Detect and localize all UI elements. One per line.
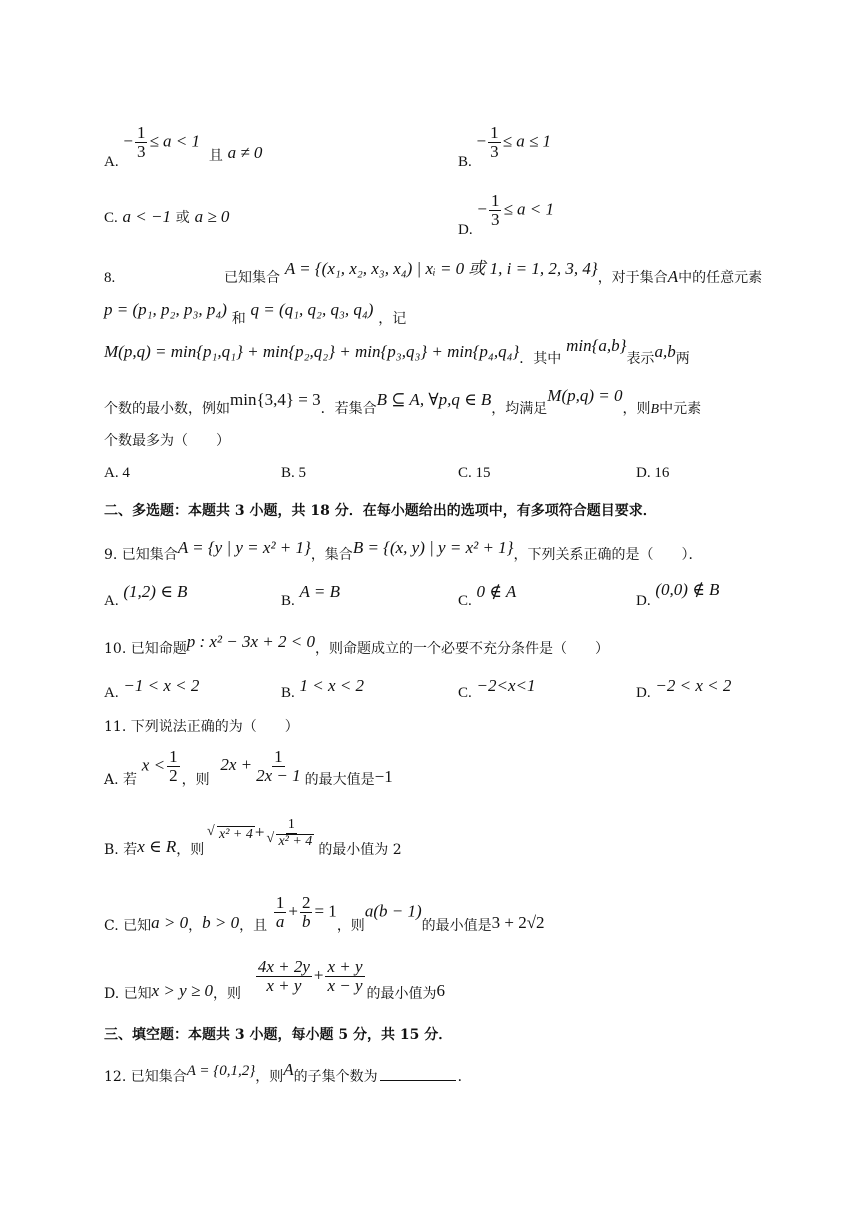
q11-option-b: B. 若x ∈ R，则 √ x² + 4 + 1 √ x² + 4 的最小值为 2: [104, 818, 402, 849]
q12-answer-blank[interactable]: [380, 1066, 456, 1081]
q9-option-d: D. (0,0) ∉ B: [636, 580, 720, 609]
q7-option-d: D. − $\frac{1}{3}$ ≤ a < 1: [458, 191, 555, 239]
q8-line-4: 个数的最小数，例如min{3,4} = 3．若集合B ⊆ A, ∀p,q ∈ B，均满足M(p,q) = 0，则B中元素: [104, 386, 702, 417]
q11-option-d: D. 已知x > y ≥ 0，则 $\frac{4x + 2y}{x + y}$ + $\frac{x + y}{x - y}$ 的最小值为6: [104, 957, 446, 1003]
q9-option-c: C. 0 ∉ A: [458, 582, 517, 609]
q8-option-a: A. 4: [104, 465, 130, 481]
q8-line-1: 8. 已知集合 A = {(x₁, x₂, x₃, x₄) | xᵢ = 0 或 1, i = 1, 2, 3, 4}，对于集合A中的任意元素: [104, 259, 763, 286]
q9-stem: 9. 已知集合A = {y | y = x² + 1}，集合B = {(x, y) | y = x² + 1}，下列关系正确的是（ ）．: [104, 538, 703, 563]
q9-option-b: B. A = B: [281, 582, 340, 609]
q10-option-c: C. −2<x<1: [458, 676, 536, 701]
q11-stem: 11. 下列说法正确的为（ ）: [104, 719, 299, 735]
q8-option-d: D. 16: [636, 465, 670, 481]
q8-option-b: B. 5: [281, 465, 307, 481]
q10-stem: 10. 已知命题p : x² − 3x + 2 < 0，则命题成立的一个必要不充分条件是（ ）: [104, 632, 609, 657]
section-3-heading: 三、填空题：本题共 3 小题，每小题 5 分，共 15 分．: [104, 1027, 453, 1043]
q7-option-b: B. − $\frac{1}{3}$ ≤ a ≤ 1: [458, 123, 552, 171]
q8-option-c: C. 15: [458, 465, 491, 481]
q10-option-d: D. −2 < x < 2: [636, 676, 732, 701]
q11-option-a: A. 若 x < $\frac{1}{2}$ ，则 2x + $\frac{1}{2x - 1}$ 的最大值是−1: [104, 747, 393, 789]
q10-option-a: A. −1 < x < 2: [104, 676, 200, 701]
q10-option-b: B. 1 < x < 2: [281, 676, 365, 701]
q9-option-a: A. (1,2) ∈ B: [104, 582, 188, 609]
q7-option-a: A. − $\frac{1}{3}$ ≤ a < 1 且 a ≠ 0: [104, 123, 263, 171]
q12-stem: 12. 已知集合A = {0,1,2}，则A的子集个数为 ．: [104, 1060, 472, 1085]
q7-option-c: C. a < −1 或 a ≥ 0: [104, 207, 230, 226]
section-2-heading: 二、多选题：本题共 3 小题，共 18 分．在每小题给出的选项中，有多项符合题目要求．: [104, 503, 657, 519]
q11-option-c: C. 已知a > 0，b > 0，且 $\frac{1}{a}$ + $\frac{2}{b}$ = 1，则a(b − 1)的最小值是3 + 2√2: [104, 893, 545, 935]
q8-line-5: 个数最多为（ ）: [104, 433, 230, 449]
q8-line-2: p = (p₁, p₂, p₃, p₄) 和 q = (q₁, q₂, q₃, q₄) ，记: [104, 300, 407, 327]
q8-line-3: M(p,q) = min{p₁,q₁} + min{p₂,q₂} + min{p₃,q₃} + min{p₄,q₄}．其中 min{a,b}表示a,b两: [104, 336, 690, 367]
